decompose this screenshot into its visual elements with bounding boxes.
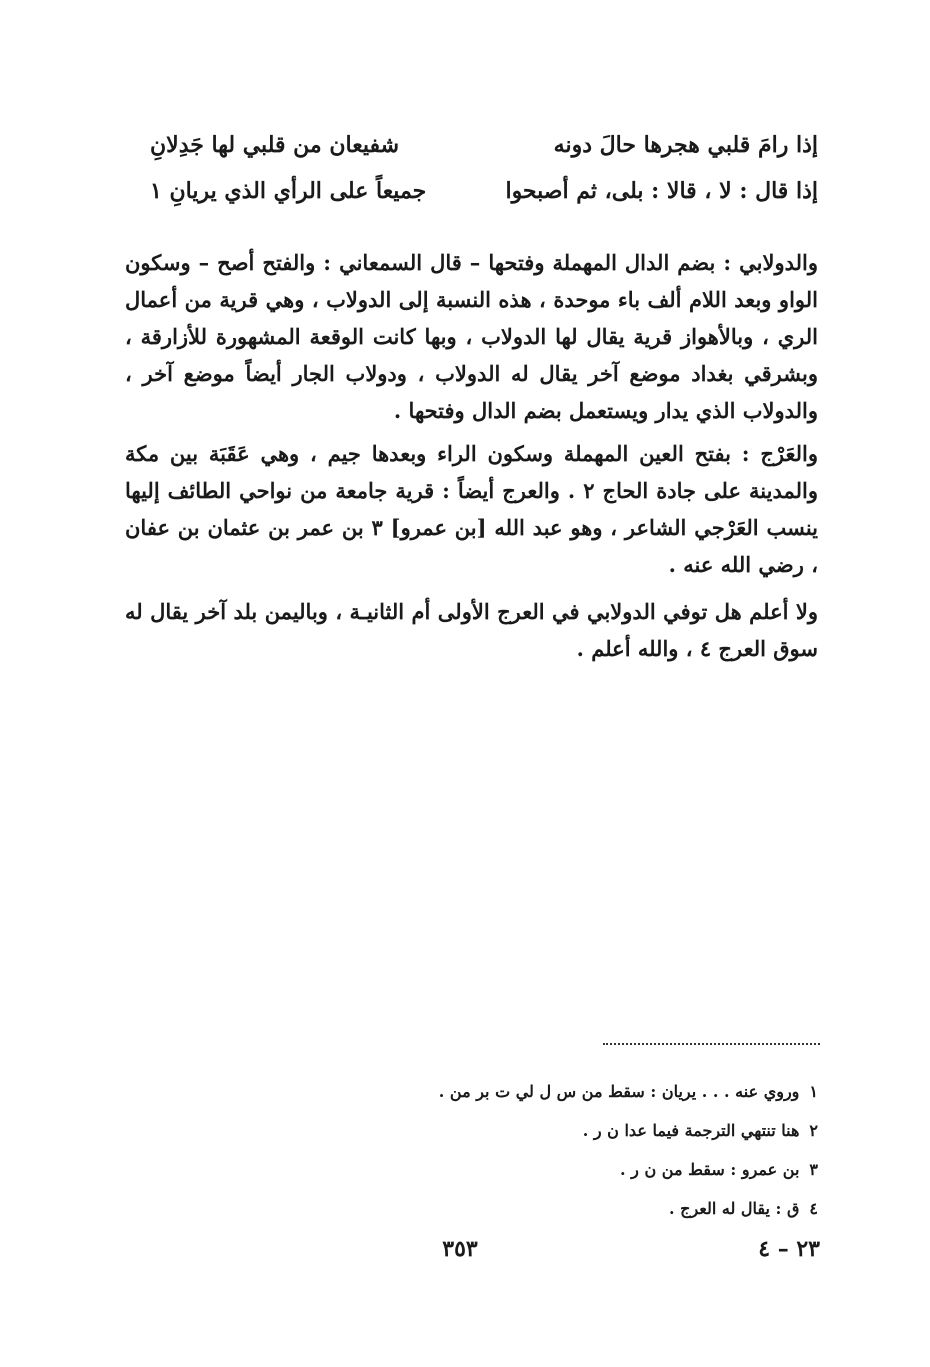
footnote-text: وروي عنه . . . يريان : سقط من س ل لي ت بر من . [438, 1082, 800, 1101]
footnote-separator [603, 1043, 820, 1045]
footnote-number: ٢ [809, 1121, 818, 1140]
verse-second-hemistich: جميعاً على الرأي الذي يريانِ ١ [150, 178, 427, 204]
page-number: ٣٥٣ [442, 1236, 478, 1262]
footnote-number: ١ [809, 1082, 818, 1101]
paragraph-closing: ولا أعلم هل توفي الدولابي في العرج الأولى أم الثانيـة ، وباليمن بلد آخر يقال له سوق العرج ٤ ، والله أعلم . [125, 599, 818, 661]
footnotes [300, 1072, 818, 1228]
footnote-text: بن عمرو : سقط من ن ر . [620, 1160, 800, 1179]
poem-verse [150, 132, 818, 178]
signature-mark: ٢٣ – ٤ [758, 1236, 820, 1262]
footnote [300, 1189, 818, 1228]
poem-verse [150, 178, 818, 224]
footnote [300, 1111, 818, 1150]
footnote-number: ٤ [809, 1199, 818, 1218]
verse-first-hemistich: إذا رامَ قلبي هجرها حالَ دونه [553, 132, 818, 158]
footnote-text: هنا تنتهي الترجمة فيما عدا ن ر . [582, 1121, 800, 1140]
paragraph-arj: والعَرْج : بفتح العين المهملة وسكون الراء وبعدها جيم ، وهي عَقَبَة بين مكة والمدينة على جادة الحاج ٢ . والعرج أيضاً : قرية جامعة من نواحي الطائف إليها ينسب العَرْجي الشاعر ، وهو عبد الله [بن عمرو] ٣ بن عمر بن عثمان بن عفان ، رضي الله عنه . [125, 441, 819, 577]
paragraph-dulabi: والدولابي : بضم الدال المهملة وفتحها – قال السمعاني : والفتح أصح – وسكون الواو وبعد اللام ألف باء موحدة ، هذه النسبة إلى الدولاب ، وهي قرية من أعمال الري ، وبالأهواز قرية يقال لها الدولاب ، وبها كانت الوقعة المشهورة للأزارقة ، وبشرقي بغداد موضع آخر يقال له الدولاب ، ودولاب الجار أيضاً موضع آخر ، والدولاب الذي يدار ويستعمل بضم الدال وفتحها . [125, 250, 818, 423]
verse-first-hemistich: إذا قال : لا ، قالا : بلى، ثم أصبحوا [505, 178, 818, 204]
footnote-text: ق : يقال له العرج . [668, 1199, 800, 1218]
footnote [300, 1072, 818, 1111]
footnote-number: ٣ [809, 1160, 818, 1179]
footnote [300, 1150, 818, 1189]
poem-block [150, 132, 818, 224]
main-text [125, 244, 818, 673]
verse-second-hemistich: شفيعان من قلبي لها جَدِلانِ [150, 132, 400, 158]
